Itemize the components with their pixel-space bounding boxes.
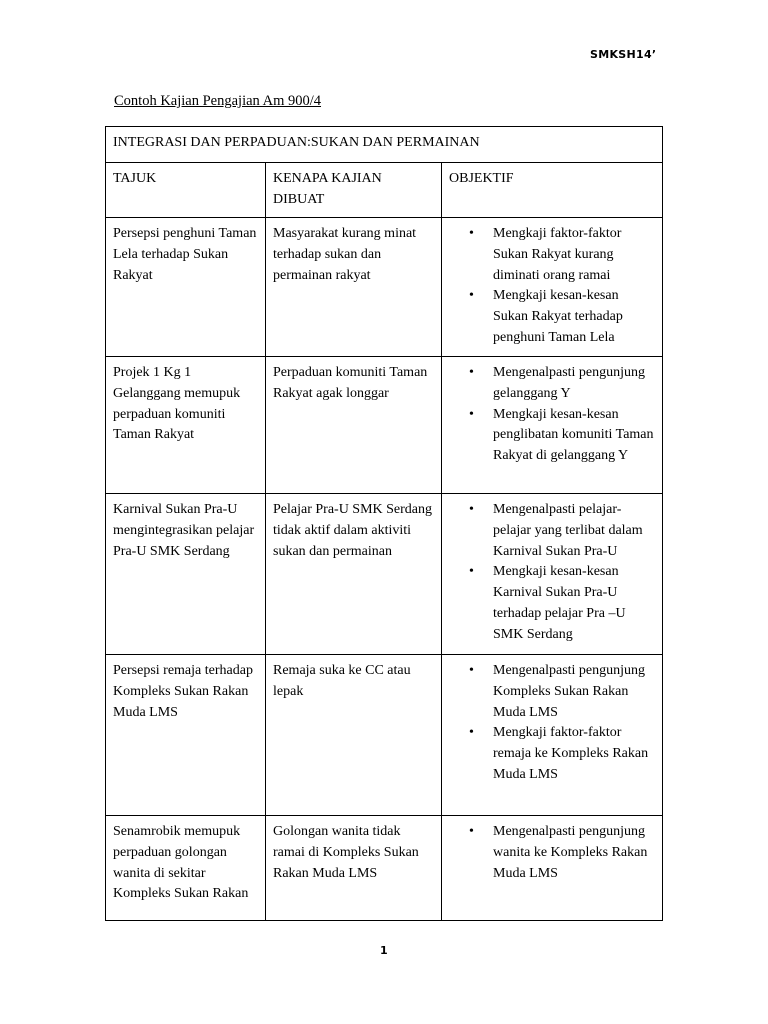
cell-objektif [442,816,663,921]
table-row [106,494,663,655]
table-row [106,816,663,921]
study-table [105,126,663,921]
table-row [106,655,663,816]
cell-kenapa: Pelajar Pra-U SMK Serdang tidak aktif dalam aktiviti sukan dan permainan [266,494,442,655]
cell-kenapa: Remaja suka ke CC atau lepak [266,655,442,816]
cell-kenapa: Masyarakat kurang minat terhadap sukan dan permainan rakyat [266,218,442,357]
objektif-list [449,224,655,349]
objektif-list [449,661,655,786]
cell-objektif [442,494,663,655]
column-header-objektif: OBJEKTIF [442,163,663,218]
header-code: SMKSH14’ [590,48,657,61]
cell-objektif [442,218,663,357]
objektif-list [449,822,655,884]
objektif-item: • Mengenalpasti pelajar-pelajar yang terlibat dalam Karnival Sukan Pra-U [449,500,655,562]
objektif-list [449,363,655,467]
column-header-tajuk: TAJUK [106,163,266,218]
objektif-item: • Mengenalpasti pengunjung wanita ke Kompleks Rakan Muda LMS [449,822,655,884]
cell-tajuk: Senamrobik memupuk perpaduan golongan wanita di sekitar Kompleks Sukan Rakan [106,816,266,921]
objektif-item: • Mengkaji kesan-kesan Sukan Rakyat terhadap penghuni Taman Lela [449,286,655,348]
objektif-item: • Mengkaji kesan-kesan Karnival Sukan Pra-U terhadap pelajar Pra –U SMK Serdang [449,562,655,645]
objektif-item: • Mengkaji faktor-faktor Sukan Rakyat kurang diminati orang ramai [449,224,655,286]
cell-tajuk: Projek 1 Kg 1 Gelanggang memupuk perpaduan komuniti Taman Rakyat [106,357,266,494]
table-title: INTEGRASI DAN PERPADUAN:SUKAN DAN PERMAINAN [106,127,663,163]
cell-tajuk: Persepsi remaja terhadap Kompleks Sukan Rakan Muda LMS [106,655,266,816]
table-title-row [106,127,663,163]
objektif-item: • Mengenalpasti pengunjung Kompleks Sukan Rakan Muda LMS [449,661,655,723]
table-header-row [106,163,663,218]
objektif-item: • Mengkaji faktor-faktor remaja ke Kompleks Rakan Muda LMS [449,723,655,785]
cell-tajuk: Karnival Sukan Pra-U mengintegrasikan pelajar Pra-U SMK Serdang [106,494,266,655]
cell-kenapa: Perpaduan komuniti Taman Rakyat agak longgar [266,357,442,494]
cell-tajuk: Persepsi penghuni Taman Lela terhadap Sukan Rakyat [106,218,266,357]
page-number: 1 [380,944,388,957]
table-row [106,357,663,494]
objektif-item: • Mengenalpasti pengunjung gelanggang Y [449,363,655,405]
column-header-kenapa: KENAPA KAJIAN DIBUAT [266,163,442,218]
cell-objektif [442,655,663,816]
objektif-item: • Mengkaji kesan-kesan penglibatan komuniti Taman Rakyat di gelanggang Y [449,405,655,467]
cell-kenapa: Golongan wanita tidak ramai di Kompleks Sukan Rakan Muda LMS [266,816,442,921]
document-title: Contoh Kajian Pengajian Am 900/4 [114,93,322,109]
cell-objektif [442,357,663,494]
objektif-list [449,500,655,646]
table-row [106,218,663,357]
